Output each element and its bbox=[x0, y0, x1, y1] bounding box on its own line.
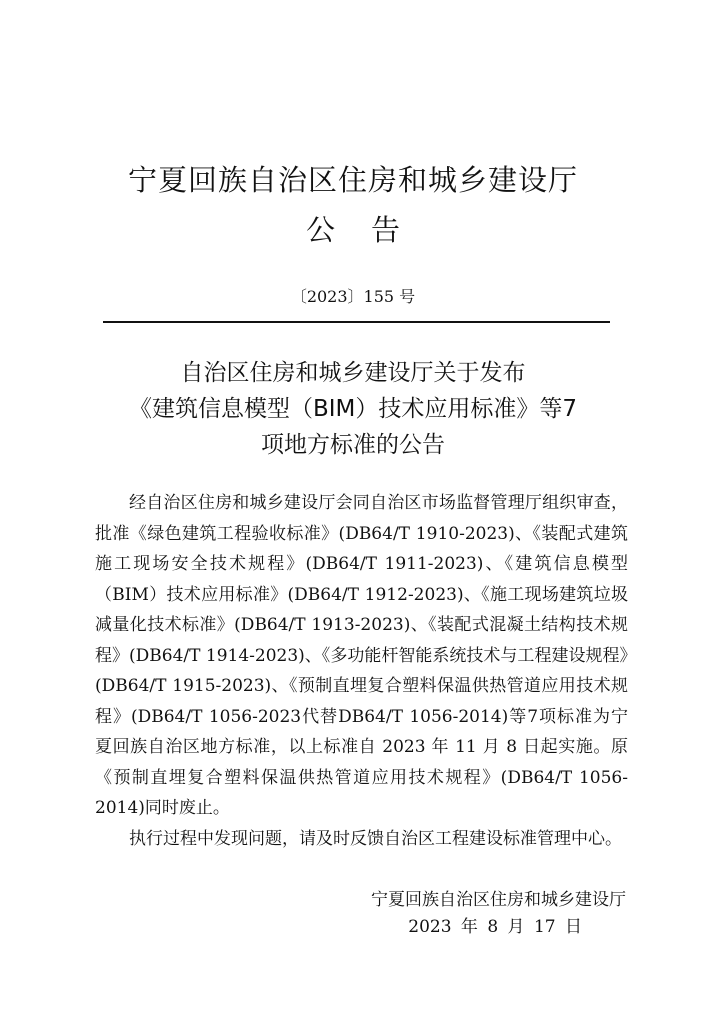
doc-type-char-2: 告 bbox=[371, 213, 401, 247]
title-line-1: 自治区住房和城乡建设厅关于发布 bbox=[180, 360, 526, 386]
header-divider bbox=[103, 321, 610, 323]
title-line-3: 项地方标准的公告 bbox=[261, 432, 445, 458]
document-number: 〔2023〕155 号 bbox=[290, 287, 416, 306]
body-paragraph-2: 执行过程中发现问题，请及时反馈自治区工程建设标准管理中心。 bbox=[129, 828, 622, 849]
signature-date: 2023 年 8 月 17 日 bbox=[408, 917, 582, 937]
document-title bbox=[60, 355, 646, 463]
signature-organization: 宁夏回族自治区住房和城乡建设厅 bbox=[371, 890, 626, 910]
document-body bbox=[95, 488, 628, 854]
issuer-header: 宁夏回族自治区住房和城乡建设厅 bbox=[127, 163, 578, 197]
body-paragraph-1: 经自治区住房和城乡建设厅会同自治区市场监督管理厅组织审查，批准《绿色建筑工程验收标准》(DB64/T 1910-2023)、《装配式建筑施工现场安全技术规程》(DB64/T 1911-2023)、《建筑信息模型（BIM）技术应用标准》(DB64/T 1912-2023)、《施工现场建筑垃圾减量化技术标准》(DB64/T 1913-2023)、《装配式混凝土结构技术规程》(DB64/T 1914-2023)、《多功能杆智能系统技术与工程建设规程》(DB64/T 1915-2023)、《预制直埋复合塑料保温供热管道应用技术规程》(DB64/T 1056-2023代替DB64/T 1056-2014)等7项标准为宁夏回族自治区地方标准，以上标准自 2023 年 11 月 8 日起实施。原《预制直埋复合塑料保温供热管道应用技术规程》(DB64/T 1056-2014)同时废止。 bbox=[95, 493, 628, 818]
doc-type-char-1: 公 bbox=[305, 213, 335, 247]
doc-type-heading bbox=[0, 210, 706, 250]
title-line-2: 《建筑信息模型（BIM）技术应用标准》等7 bbox=[128, 396, 578, 422]
